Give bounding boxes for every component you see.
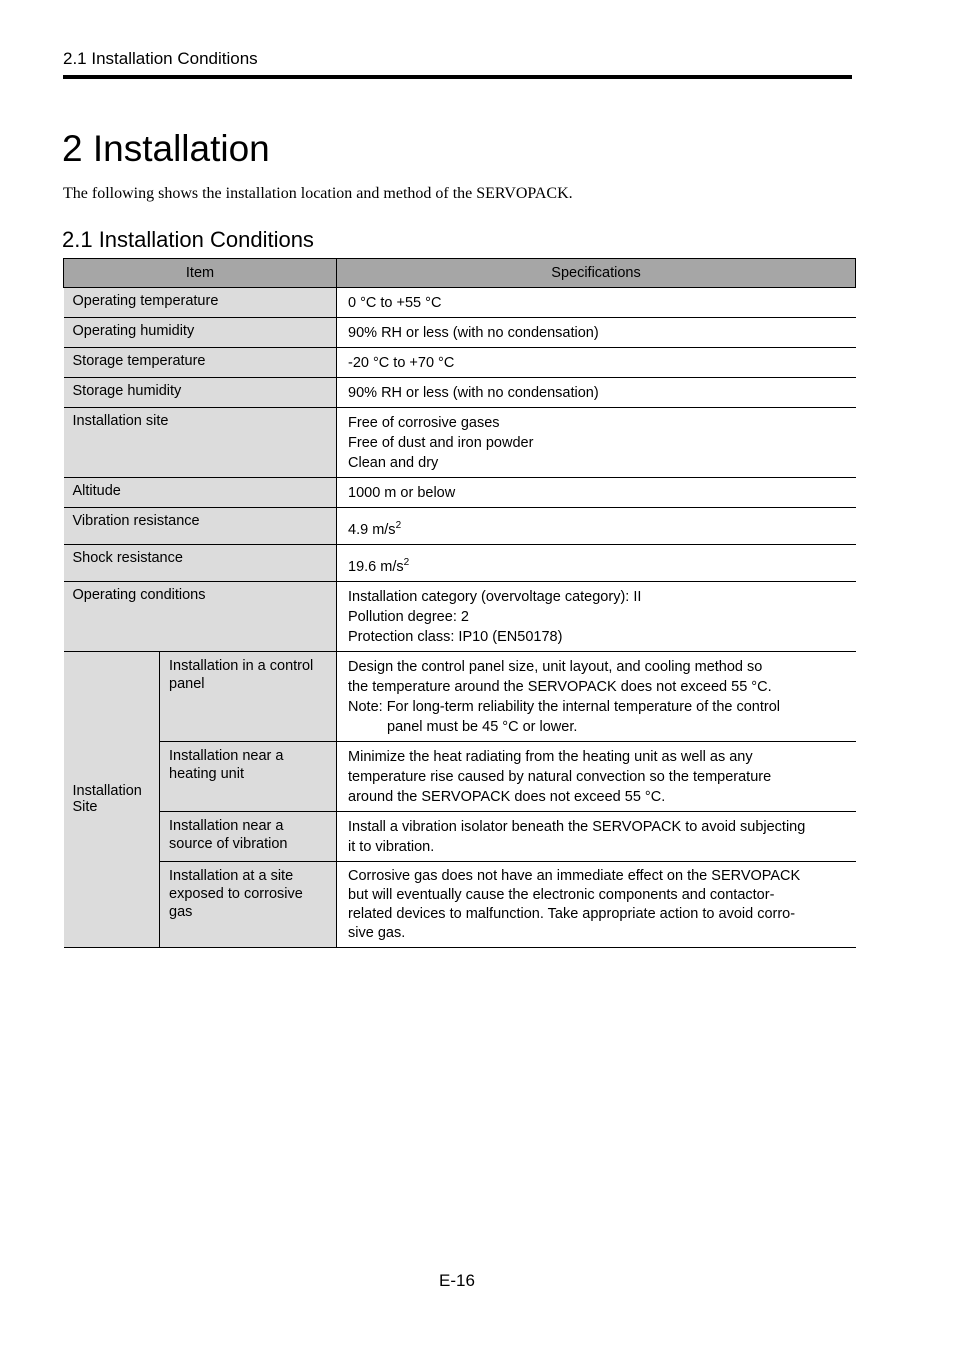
section-title: 2.1 Installation Conditions [62, 227, 314, 252]
spec-line: Free of corrosive gases [348, 415, 500, 431]
table-row [64, 741, 856, 811]
intro-paragraph: The following shows the installation location and method of the SERVOPACK. [63, 185, 573, 202]
installation-conditions-table [63, 258, 856, 948]
row-spec [337, 861, 856, 947]
spec-line: but will eventually cause the electronic components and contactor- [348, 886, 775, 903]
spec-line [348, 516, 848, 540]
spec-exponent: 2 [395, 520, 402, 531]
header-item: Item [64, 259, 337, 288]
spec-line: 90% RH or less (with no condensation) [348, 385, 599, 401]
row-spec [337, 811, 856, 861]
spec-line: Protection class: IP10 (EN50178) [348, 628, 563, 645]
spec-line: around the SERVOPACK does not exceed 55 °C. [348, 788, 666, 805]
row-spec [337, 508, 856, 545]
spec-line: 90% RH or less (with no condensation) [348, 325, 599, 341]
table-row [64, 348, 856, 378]
table-row [64, 408, 856, 478]
spec-line: Installation category (overvoltage category): II [348, 588, 642, 605]
row-item: Operating conditions [64, 581, 337, 651]
row-item: Operating humidity [64, 318, 337, 348]
spec-line: the temperature around the SERVOPACK does not exceed 55 °C. [348, 678, 772, 695]
spec-line: 1000 m or below [348, 485, 456, 501]
spec-line: Free of dust and iron powder [348, 435, 534, 451]
spec-line: -20 °C to +70 °C [348, 355, 455, 371]
row-sub-item: Installation near a heating unit [160, 741, 337, 811]
row-item: Operating temperature [64, 288, 337, 318]
spec-line: Corrosive gas does not have an immediate effect on the SERVOPACK [348, 867, 801, 884]
row-spec [337, 408, 856, 478]
row-item: Shock resistance [64, 544, 337, 581]
table-row [64, 651, 856, 741]
table-row [64, 378, 856, 408]
header-specifications: Specifications [337, 259, 856, 288]
table-row [64, 861, 856, 947]
row-item: Storage temperature [64, 348, 337, 378]
row-spec [337, 651, 856, 741]
spec-line [348, 553, 848, 577]
spec-value: 19.6 m/s [348, 558, 404, 575]
spec-line: panel must be 45 °C or lower. [387, 718, 578, 735]
chapter-title: 2 Installation [62, 128, 270, 169]
spec-line: Minimize the heat radiating from the heating unit as well as any [348, 748, 753, 765]
spec-line: it to vibration. [348, 838, 435, 855]
spec-line: 0 °C to +55 °C [348, 295, 442, 311]
row-sub-item: Installation near a source of vibration [160, 811, 337, 861]
table-row [64, 544, 856, 581]
spec-line: temperature rise caused by natural convection so the temperature [348, 768, 772, 785]
row-spec [337, 478, 856, 508]
spec-line: sive gas. [348, 924, 406, 941]
spec-line: Clean and dry [348, 455, 439, 471]
row-spec [337, 318, 856, 348]
row-item: Vibration resistance [64, 508, 337, 545]
spec-value: 4.9 m/s [348, 521, 396, 538]
row-spec [337, 378, 856, 408]
row-item: Altitude [64, 478, 337, 508]
spec-line: Pollution degree: 2 [348, 608, 469, 625]
site-group-label: Installation Site [64, 651, 160, 947]
row-spec [337, 288, 856, 318]
table-row [64, 811, 856, 861]
table-row [64, 288, 856, 318]
row-sub-item: Installation at a site exposed to corrosive gas [160, 861, 337, 947]
spec-line: related devices to malfunction. Take appropriate action to avoid corro- [348, 905, 796, 922]
table-row [64, 508, 856, 545]
page-number: E-16 [439, 1271, 475, 1290]
row-spec [337, 544, 856, 581]
spec-line: Design the control panel size, unit layout, and cooling method so [348, 658, 763, 675]
row-item: Storage humidity [64, 378, 337, 408]
row-spec [337, 348, 856, 378]
spec-exponent: 2 [403, 556, 410, 568]
table-header-row [64, 259, 856, 288]
table-row [64, 478, 856, 508]
spec-line: Install a vibration isolator beneath the SERVOPACK to avoid subjecting [348, 818, 806, 835]
row-spec [337, 741, 856, 811]
running-header: 2.1 Installation Conditions [63, 49, 258, 68]
spec-line: Note: For long-term reliability the internal temperature of the control [348, 698, 780, 715]
table-row [64, 318, 856, 348]
table-row [64, 581, 856, 651]
row-sub-item: Installation in a control panel [160, 651, 337, 741]
header-rule [63, 75, 852, 79]
row-item: Installation site [64, 408, 337, 478]
row-spec [337, 581, 856, 651]
